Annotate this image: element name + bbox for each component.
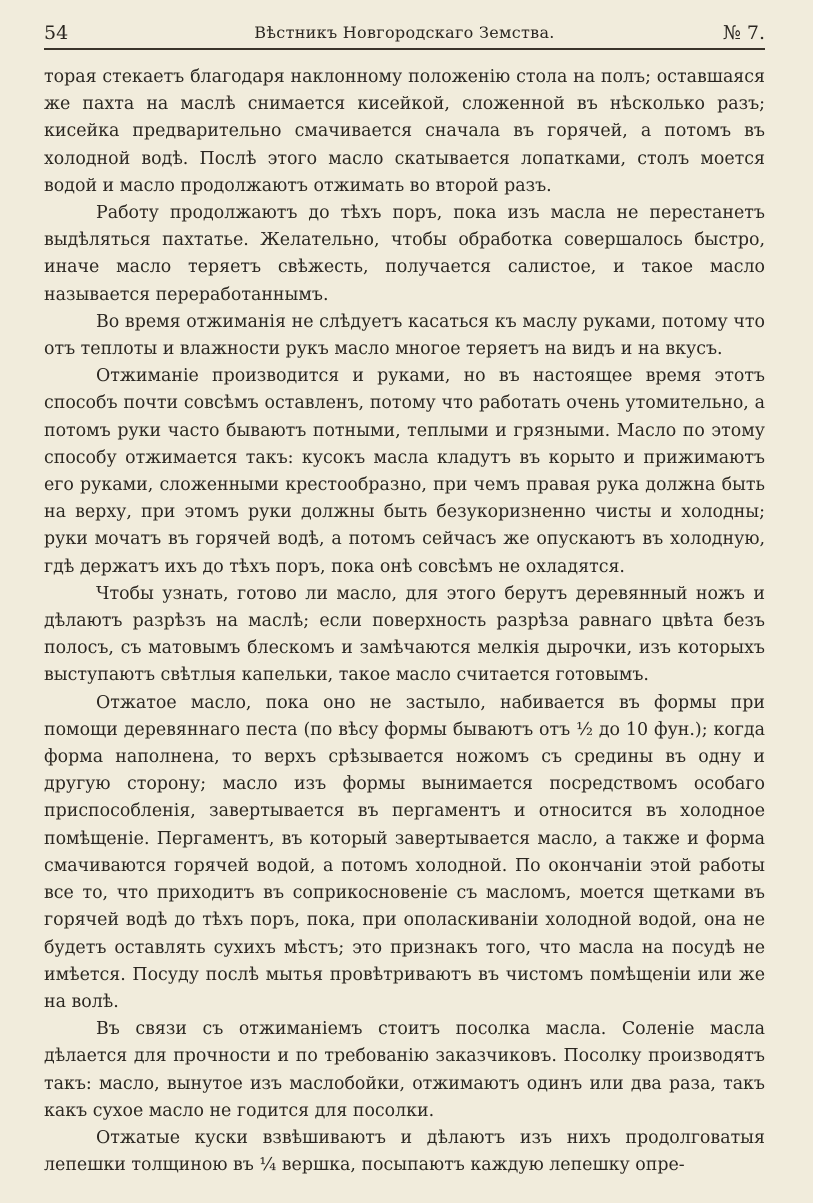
issue-number: № 7. <box>722 22 765 44</box>
paragraph: Во время отжиманія не слѣдуетъ касаться къ маслу руками, потому что отъ теплоты и влажности рукъ масло многое теряетъ на видъ и на вкусъ. <box>44 311 765 360</box>
page-number: 54 <box>44 22 69 44</box>
paragraph: Отжиманіе производится и руками, но въ настоящее время этотъ способъ почти совсѣмъ оставленъ, потому что работать очень утомительно, а потомъ руки часто бываютъ потными, теплыми и грязными. Масло по этому способу отжимается такъ: кусокъ масла кладутъ въ корыто и прижимаютъ его руками, сложенными крестообразно, при чемъ правая рука должна быть на верху, при этомъ руки должны быть безукоризненно чисты и холодны; руки мочатъ въ горячей водѣ, а потомъ сейчасъ же опускаютъ въ холодную, гдѣ держатъ ихъ до тѣхъ поръ, пока онѣ совсѣмъ не охладятся. <box>44 366 765 577</box>
paragraph: торая стекаетъ благодаря наклонному положенію стола на полъ; оставшаяся же пахта на маслѣ снимается кисейкой, сложенной въ нѣсколько разъ; кисейка предварительно смачивается сначала въ горячей, а потомъ въ холодной водѣ. Послѣ этого масло скатывается лопатками, столъ моется водой и масло продолжаютъ отжимать во второй разъ. <box>44 67 765 196</box>
journal-title: Вѣстникъ Новгородскаго Земства. <box>254 23 555 42</box>
paragraph: Работу продолжаютъ до тѣхъ поръ, пока изъ масла не перестанетъ выдѣляться пахтатье. Желательно, чтобы обработка совершалось быстро, иначе масло теряетъ свѣжесть, получается салистое, и такое масло называется переработаннымъ. <box>44 203 765 305</box>
paragraph: Отжатые куски взвѣшиваютъ и дѣлаютъ изъ нихъ продолговатыя лепешки толщиною въ ¼ вершка, посыпаютъ каждую лепешку опре- <box>44 1127 765 1176</box>
paragraph: Въ связи съ отжиманіемъ стоитъ посолка масла. Соленіе масла дѣлается для прочности и по требованію заказчиковъ. Посолку производятъ такъ: масло, вынутое изъ маслобойки, отжимаютъ одинъ или два раза, такъ какъ сухое масло не годится для посолки. <box>44 1019 765 1121</box>
paragraph: Чтобы узнать, готово ли масло, для этого берутъ деревянный ножъ и дѣлаютъ разрѣзъ на маслѣ; если поверхность разрѣза равнаго цвѣта безъ полосъ, съ матовымъ блескомъ и замѣчаются мелкія дырочки, изъ которыхъ выступаютъ свѣтлыя капельки, такое масло считается готовымъ. <box>44 583 765 686</box>
running-head <box>44 20 765 50</box>
paragraph: Отжатое масло, пока оно не застыло, набивается въ формы при помощи деревяннаго песта (по вѣсу формы бываютъ отъ ½ до 10 фун.); когда форма наполнена, то верхъ срѣзывается ножомъ съ средины въ одну и другую сторону; масло изъ формы вынимается посредствомъ особаго приспособленія, завертывается въ пергаментъ и относится въ холодное помѣщеніе. Пергаментъ, въ который завертывается масло, а также и форма смачиваются горячей водой, а потомъ холодной. По окончаніи этой работы все то, что приходитъ въ соприкосновеніе съ масломъ, моется щетками въ горячей водѣ до тѣхъ поръ, пока, при ополаскиваніи холодной водой, она не будетъ оставлять сухихъ мѣстъ; это признакъ того, что масла на посудѣ не имѣется. Посуду послѣ мытья провѣтриваютъ въ чистомъ помѣщеніи или же на волѣ. <box>44 692 765 1012</box>
body-text <box>44 64 765 1179</box>
